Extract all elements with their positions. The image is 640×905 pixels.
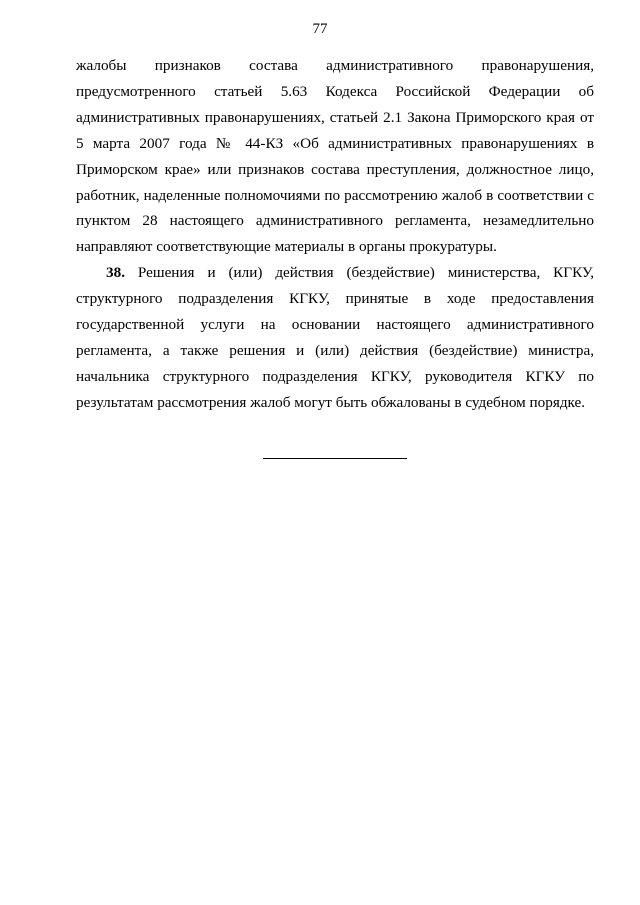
page-number: 77 — [312, 21, 328, 37]
paragraph-text: Решения и (или) действия (бездействие) министерства, КГКУ, структурного подразделения КГКУ, принятые в ходе предоставления государственной услуги на основании настоящего административного регламента, а также решения и (или) действия (бездействие) министра, начальника структурного подразделения КГКУ, руководителя КГКУ по результатам рассмотрения жалоб могут быть обжалованы в судебном порядке. — [76, 264, 594, 411]
end-separator-line — [263, 458, 407, 459]
paragraph-38 — [76, 260, 594, 415]
paragraph-number: 38. — [106, 264, 125, 282]
paragraph-continuation: жалобы признаков состава административного правонарушения, предусмотренного статьей 5.63 Кодекса Российской Федерации об административных правонарушениях, статьей 2.1 Закона Приморского края от 5 марта 2007 года № 44-КЗ «Об административных правонарушениях в Приморском крае» или признаков состава преступления, должностное лицо, работник, наделенные полномочиями по рассмотрению жалоб в соответствии с пунктом 28 настоящего административного регламента, незамедлительно направляют соответствующие материалы в органы прокуратуры. — [76, 57, 594, 256]
document-body — [76, 53, 594, 416]
